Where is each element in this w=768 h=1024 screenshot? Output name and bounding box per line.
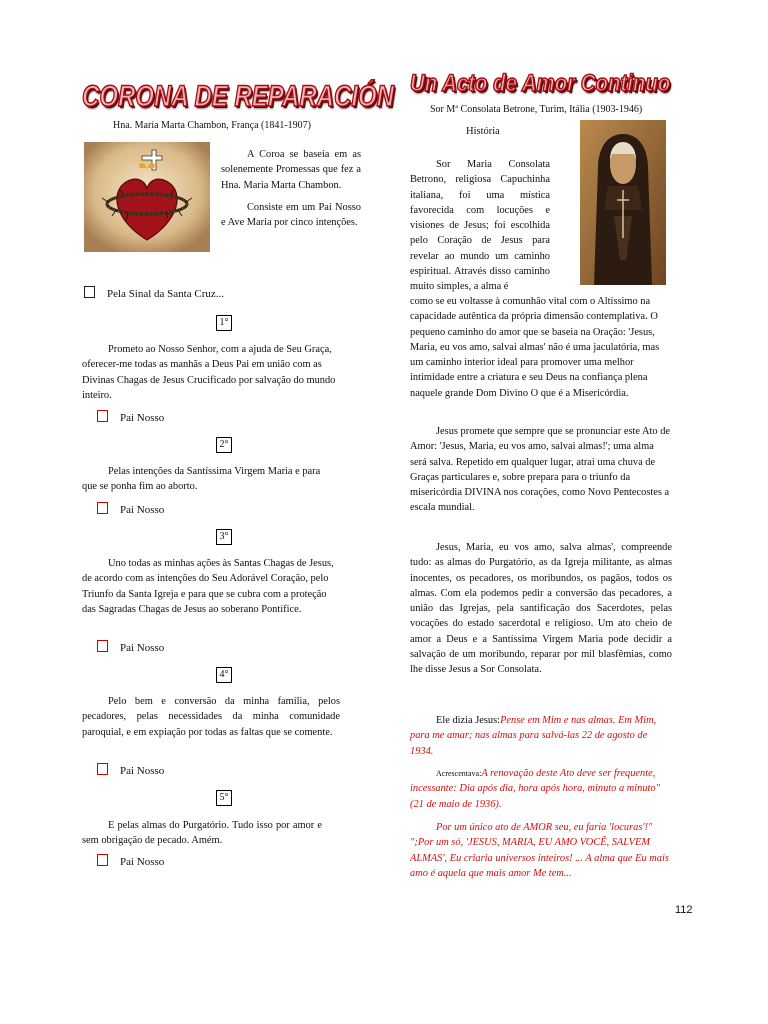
quote-1-lead: Ele dizia Jesus: bbox=[436, 715, 501, 726]
history-paragraph-2: Jesus promete que sempre que se pronunciar este Ato de Amor: 'Jesus, Maria, eu vos amo, salvai almas!'; uma alma será salva. Repetido em qualquer lugar, atrai uma chuva de Graças particulares e, sobre prepara para o triunfo da misericórdia DIVINA nos corações, como Novo Pentecostes a escala mundial. bbox=[410, 426, 671, 514]
left-intro-paragraph-2: Consiste em um Pai Nosso e Ave Maria por cinco intenções. bbox=[221, 201, 361, 229]
checkbox-icon bbox=[97, 854, 108, 866]
item-text-2: Pelas intenções da Santíssima Virgem Maria e para que se ponha fim ao aborto. bbox=[82, 466, 321, 493]
consolata-portrait-image bbox=[580, 120, 666, 285]
quote-paragraph-3: Por um único ato de AMOR seu, eu faria 'locuras'!" ";Por um só, 'JESUS, MARIA, EU AMO VOCÊ, SALVEM ALMAS', Eu criaria universos inteiros! ... A alma que Eu mais amo é aquela que mais amor Me tem... bbox=[410, 822, 669, 879]
pai-nosso-line-1 bbox=[97, 410, 164, 424]
quote-paragraph-2 bbox=[410, 766, 660, 812]
item-number-1: 1° bbox=[216, 315, 232, 331]
sacred-heart-image bbox=[84, 142, 210, 252]
left-subtitle: Hna. María Marta Chambon, França (1841-1907) bbox=[113, 120, 311, 131]
left-intro-paragraph-1: A Coroa se baseia em as solenemente Promessas que fez a Hna. Maria Marta Chambon. bbox=[221, 149, 361, 191]
sign-of-cross-text: Pela Sinal da Santa Cruz... bbox=[107, 288, 225, 300]
checkbox-icon bbox=[84, 286, 95, 298]
history-heading: História bbox=[466, 126, 500, 137]
checkbox-icon bbox=[97, 763, 108, 775]
left-title: CORONA DE REPARACIÓN bbox=[82, 80, 395, 113]
pai-nosso-line-4 bbox=[97, 763, 164, 777]
checkbox-icon bbox=[97, 502, 108, 514]
item-text-3: Uno todas as minhas ações às Santas Chagas de Jesus, de acordo com as intenções do Seu Adorável Coração, pelo Triunfo da Santa Igreja e para que se cubra com a proteção das Sagradas Chagas de Jesus ao soberano Pontífice. bbox=[82, 558, 334, 615]
item-text-1: Prometo ao Nosso Senhor, com a ajuda de Seu Graça, oferecer-me todas as manhãs a Deus Pai em união com as Divinas Chagas de Jesus Crucificado por salvação do mundo inteiro. bbox=[82, 344, 336, 401]
item-text-4: Pelo bem e conversão da minha família, pelos pecadores, pelas necessidades da minha comunidade paroquial, e em expiação por todas as faltas que se comente. bbox=[82, 696, 340, 738]
item-number-5: 5° bbox=[216, 790, 232, 806]
quote-2-lead: Acrescentava: bbox=[436, 769, 482, 778]
pai-nosso-text: Pai Nosso bbox=[120, 856, 165, 868]
pai-nosso-text: Pai Nosso bbox=[120, 642, 165, 654]
checkbox-icon bbox=[97, 410, 108, 422]
pai-nosso-text: Pai Nosso bbox=[120, 765, 165, 777]
pai-nosso-line-2 bbox=[97, 502, 164, 516]
item-number-2: 2° bbox=[216, 437, 232, 453]
quote-1-text: Pense em Mim e nas almas. Em Mim, para me amar; nas almas para salvá-las 22 de agosto de 1934. bbox=[410, 715, 657, 757]
item-number-4: 4° bbox=[216, 667, 232, 683]
history-paragraph-3: Jesus, Maria, eu vos amo, salva almas', compreende tudo: as almas do Purgatório, as da Igreja militante, as almas inocentes, os pecadores, os moribundos, os pagãos, todos os almas. Com ela podemos pedir a conversão das pecadores, a união das Igrejas, pela santificação dos Sacerdotes, pelas vocações do estado sacerdotal e religioso. Um ato cheio de amor a Deus e a Santíssima Virgem Maria pode decidir a salvação de um moribundo, reparar por mil blasfêmias, como lhe disse Jesus a Sor Consolata. bbox=[410, 542, 672, 676]
item-text-5: E pelas almas do Purgatório. Tudo isso por amor e sem obrigação de pecado. Amém. bbox=[82, 820, 322, 847]
item-number-3: 3° bbox=[216, 529, 232, 545]
history-paragraph-1b: como se eu voltasse à comunhão vital com o Altíssimo na capacidade autêntica da própria dimensão contemplativa. O pequeno caminho do amor que se baseia na Oração: 'Jesus, Maria, eu vos amo, salvai almas' não é uma jaculatória, mas um caminho interior ideal para promover uma melhor intimidade entre a criatura e seu Deus na confiança plena naquele grande Dom Divino O que é a Misericórdia. bbox=[410, 296, 660, 399]
pai-nosso-text: Pai Nosso bbox=[120, 504, 165, 516]
right-title: Un Acto de Amor Continuo bbox=[410, 70, 671, 97]
sign-of-cross-line bbox=[84, 286, 224, 300]
history-paragraph-1a: Sor Maria Consolata Betrono, religiosa Capuchinha italiana, foi uma mística favorecida com locuções e visiones de Jesus; foi escolhida pelo Coração de Jesus para revelar ao mundo um caminho espiritual. Através disso caminho muito simples, a alma é bbox=[410, 159, 550, 293]
quote-2-text: A renovação deste Ato deve ser frequente, incessante: Dia após dia, hora após hora, minuto a minuto" (21 de maio de 1936). bbox=[410, 768, 660, 810]
pai-nosso-line-3 bbox=[97, 640, 164, 654]
checkbox-icon bbox=[97, 640, 108, 652]
page-number: 112 bbox=[675, 904, 693, 916]
quote-paragraph-1 bbox=[410, 713, 660, 759]
pai-nosso-text: Pai Nosso bbox=[120, 412, 165, 424]
pai-nosso-line-5 bbox=[97, 854, 164, 868]
right-subtitle: Sor Mª Consolata Betrone, Turim, Itália (1903-1946) bbox=[430, 104, 643, 115]
